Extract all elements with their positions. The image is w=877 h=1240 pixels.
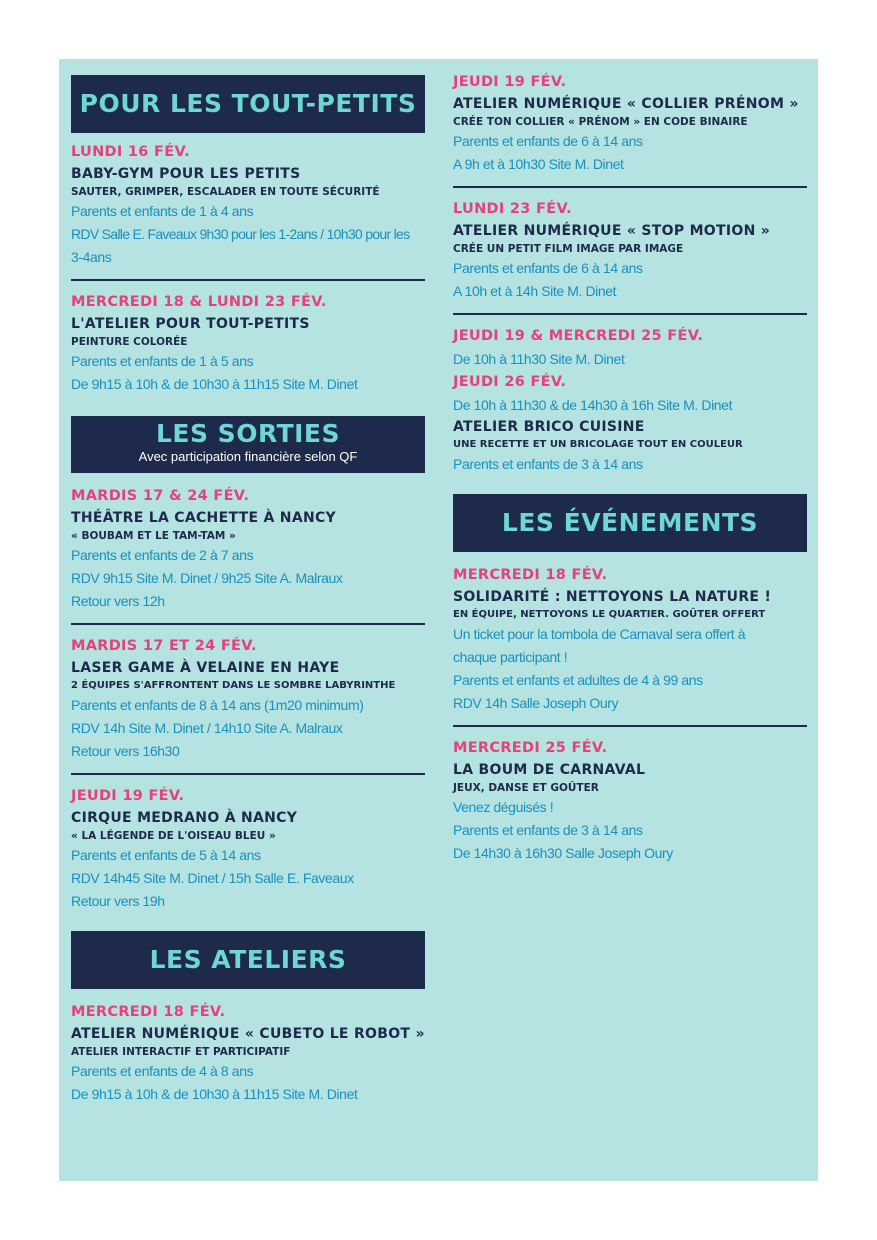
event-detail: Parents et enfants de 3 à 14 ans — [453, 822, 643, 838]
event-title: ATELIER NUMÉRIQUE « CUBETO LE ROBOT » — [71, 1026, 425, 1042]
divider — [71, 773, 425, 775]
event-subtitle: SAUTER, GRIMPER, ESCALADER EN TOUTE SÉCURITÉ — [71, 186, 380, 198]
event-detail: Venez déguisés ! — [453, 799, 554, 815]
event-title: ATELIER BRICO CUISINE — [453, 419, 645, 435]
event-detail: RDV 14h Salle Joseph Oury — [453, 695, 619, 711]
event-detail: Parents et enfants de 5 à 14 ans — [71, 847, 261, 863]
section-subtitle: Avec participation financière selon QF — [138, 449, 358, 464]
section-header-sorties — [71, 416, 425, 473]
event-detail: De 9h15 à 10h & de 10h30 à 11h15 Site M. Dinet — [71, 1086, 358, 1102]
event-detail: Parents et enfants et adultes de 4 à 99 ans — [453, 672, 703, 688]
left-column — [71, 59, 425, 1106]
right-column — [453, 59, 807, 865]
event-detail: A 9h et à 10h30 Site M. Dinet — [453, 156, 624, 172]
event-subtitle: JEUX, DANSE ET GOÛTER — [453, 782, 599, 794]
event-subtitle: « BOUBAM ET LE TAM-TAM » — [71, 530, 236, 542]
event-date: MARDIS 17 ET 24 FÉV. — [71, 638, 257, 654]
event-subtitle: CRÉE UN PETIT FILM IMAGE PAR IMAGE — [453, 243, 684, 255]
event-detail: Parents et enfants de 6 à 14 ans — [453, 260, 643, 276]
event-title: LASER GAME À VELAINE EN HAYE — [71, 660, 340, 676]
event-detail: Parents et enfants de 4 à 8 ans — [71, 1063, 254, 1079]
event-subtitle: « LA LÉGENDE DE L'OISEAU BLEU » — [71, 830, 276, 842]
event-detail: Parents et enfants de 6 à 14 ans — [453, 133, 643, 149]
section-title: LES ÉVÉNEMENTS — [501, 508, 759, 537]
event-detail: Retour vers 16h30 — [71, 743, 180, 759]
event-detail: De 14h30 à 16h30 Salle Joseph Oury — [453, 845, 673, 861]
event-brico-cuisine — [453, 325, 807, 476]
event-detail: RDV 14h45 Site M. Dinet / 15h Salle E. Faveaux — [71, 870, 354, 886]
event-detail: Retour vers 19h — [71, 893, 165, 909]
event-date: MERCREDI 18 FÉV. — [71, 1004, 226, 1020]
event-subtitle: 2 ÉQUIPES S'AFFRONTENT DANS LE SOMBRE LABYRINTHE — [71, 680, 396, 691]
event-detail: Un ticket pour la tombola de Carnaval sera offert à — [453, 626, 746, 642]
event-boum-carnaval — [453, 737, 807, 865]
event-detail: Parents et enfants de 2 à 7 ans — [71, 547, 254, 563]
section-header-ateliers — [71, 931, 425, 989]
event-date: LUNDI 23 FÉV. — [453, 201, 572, 217]
event-baby-gym — [71, 141, 425, 269]
event-date: JEUDI 26 FÉV. — [453, 374, 567, 390]
event-detail: RDV 9h15 Site M. Dinet / 9h25 Site A. Malraux — [71, 570, 343, 586]
section-title: LES SORTIES — [155, 419, 341, 448]
event-date: JEUDI 19 FÉV. — [71, 788, 185, 804]
section-header-evenements — [453, 494, 807, 552]
event-date: MERCREDI 25 FÉV. — [453, 740, 608, 756]
divider — [453, 186, 807, 188]
event-subtitle: CRÉE TON COLLIER « PRÉNOM » EN CODE BINAIRE — [453, 116, 748, 128]
divider — [71, 623, 425, 625]
event-detail: chaque participant ! — [453, 649, 568, 665]
event-title: SOLIDARITÉ : NETTOYONS LA NATURE ! — [453, 589, 772, 605]
event-cirque — [71, 785, 425, 913]
event-date: MERCREDI 18 & LUNDI 23 FÉV. — [71, 294, 327, 310]
event-collier-prenom — [453, 71, 807, 176]
divider — [71, 279, 425, 281]
event-detail: De 10h à 11h30 Site M. Dinet — [453, 351, 625, 367]
event-title: CIRQUE MEDRANO À NANCY — [71, 810, 298, 826]
event-detail: Retour vers 12h — [71, 593, 165, 609]
event-date: JEUDI 19 & MERCREDI 25 FÉV. — [453, 328, 704, 344]
event-detail: RDV 14h Site M. Dinet / 14h10 Site A. Malraux — [71, 720, 343, 736]
event-detail: A 10h et à 14h Site M. Dinet — [453, 283, 617, 299]
event-subtitle: UNE RECETTE ET UN BRICOLAGE TOUT EN COULEUR — [453, 439, 743, 450]
section-title: LES ATELIERS — [149, 945, 347, 974]
event-title: BABY-GYM POUR LES PETITS — [71, 166, 301, 182]
event-subtitle: ATELIER INTERACTIF ET PARTICIPATIF — [71, 1046, 291, 1058]
event-date: MARDIS 17 & 24 FÉV. — [71, 488, 250, 504]
section-header-tout-petits — [71, 75, 425, 133]
event-detail: Parents et enfants de 1 à 5 ans — [71, 353, 254, 369]
event-laser-game — [71, 635, 425, 763]
event-detail: Parents et enfants de 1 à 4 ans — [71, 203, 254, 219]
event-detail: RDV Salle E. Faveaux 9h30 pour les 1-2ans / 10h30 pour les — [71, 226, 410, 242]
program-panel — [59, 59, 818, 1181]
event-title: ATELIER NUMÉRIQUE « STOP MOTION » — [453, 223, 771, 239]
event-subtitle: PEINTURE COLORÉE — [71, 336, 188, 348]
event-title: ATELIER NUMÉRIQUE « COLLIER PRÉNOM » — [453, 96, 799, 112]
event-theatre — [71, 485, 425, 613]
event-cubeto — [71, 1001, 425, 1106]
event-title: L'ATELIER POUR TOUT-PETITS — [71, 316, 310, 332]
event-subtitle: EN ÉQUIPE, NETTOYONS LE QUARTIER. GOÛTER OFFERT — [453, 609, 766, 620]
event-stop-motion — [453, 198, 807, 303]
section-title: POUR LES TOUT-PETITS — [79, 89, 417, 118]
divider — [453, 313, 807, 315]
event-date: MERCREDI 18 FÉV. — [453, 567, 608, 583]
event-detail: Parents et enfants de 8 à 14 ans (1m20 minimum) — [71, 697, 364, 713]
event-atelier-tout-petits — [71, 291, 425, 396]
event-detail: Parents et enfants de 3 à 14 ans — [453, 456, 643, 472]
event-detail: De 9h15 à 10h & de 10h30 à 11h15 Site M. Dinet — [71, 376, 358, 392]
divider — [453, 725, 807, 727]
event-title: THÉÂTRE LA CACHETTE À NANCY — [71, 510, 336, 526]
event-detail: De 10h à 11h30 & de 14h30 à 16h Site M. Dinet — [453, 397, 733, 413]
event-date: JEUDI 19 FÉV. — [453, 74, 567, 90]
event-detail: 3-4ans — [71, 249, 112, 265]
event-solidarite — [453, 564, 807, 715]
event-title: LA BOUM DE CARNAVAL — [453, 762, 646, 778]
event-date: LUNDI 16 FÉV. — [71, 144, 190, 160]
